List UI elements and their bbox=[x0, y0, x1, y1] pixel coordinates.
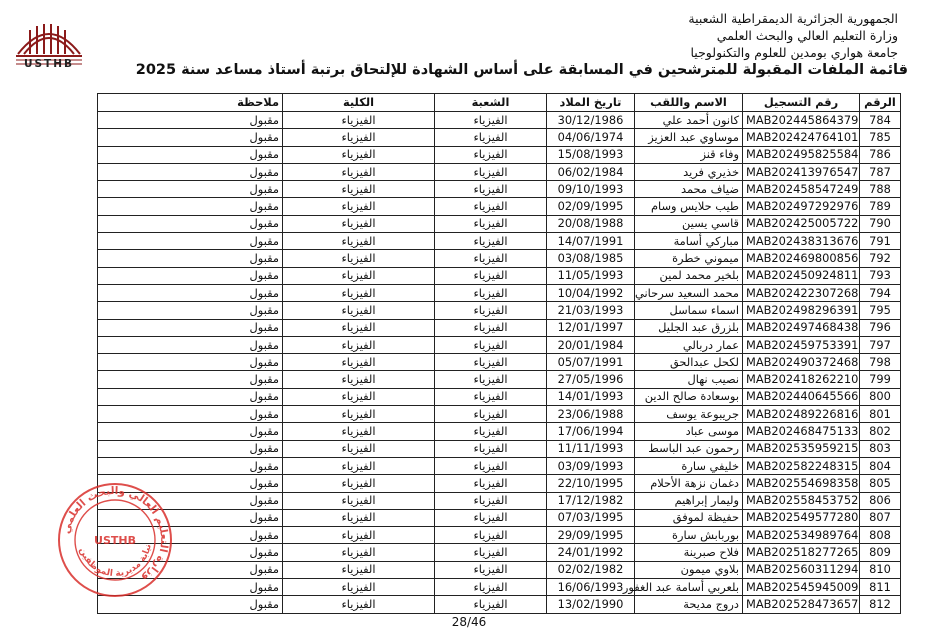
cell-reg: MAB202440645566 bbox=[743, 388, 860, 405]
cell-date: 20/01/1984 bbox=[547, 336, 635, 353]
cell-branch: الفيزياء bbox=[435, 388, 547, 405]
cell-name: دغمان نزهة الأحلام bbox=[635, 475, 743, 492]
cell-date: 02/09/1995 bbox=[547, 198, 635, 215]
cell-remark: مقبول bbox=[98, 457, 283, 474]
cell-date: 22/10/1995 bbox=[547, 475, 635, 492]
cell-branch: الفيزياء bbox=[435, 527, 547, 544]
cell-num: 786 bbox=[860, 146, 901, 163]
cell-branch: الفيزياء bbox=[435, 475, 547, 492]
cell-name: بلاوي ميمون bbox=[635, 561, 743, 578]
cell-branch: الفيزياء bbox=[435, 423, 547, 440]
cell-num: 810 bbox=[860, 561, 901, 578]
cell-num: 784 bbox=[860, 112, 901, 129]
cell-branch: الفيزياء bbox=[435, 371, 547, 388]
table-row bbox=[98, 475, 901, 492]
cell-faculty: الفيزياء bbox=[283, 284, 435, 301]
cell-faculty: الفيزياء bbox=[283, 181, 435, 198]
cell-reg: MAB202489226816 bbox=[743, 406, 860, 423]
cell-reg: MAB202418262210 bbox=[743, 371, 860, 388]
cell-name: بلخير محمد لمين bbox=[635, 267, 743, 284]
col-header-remark: ملاحظة bbox=[98, 94, 283, 112]
cell-branch: الفيزياء bbox=[435, 509, 547, 526]
cell-num: 812 bbox=[860, 596, 901, 613]
cell-date: 21/03/1993 bbox=[547, 302, 635, 319]
cell-date: 14/01/1993 bbox=[547, 388, 635, 405]
cell-remark: مقبول bbox=[98, 129, 283, 146]
cell-faculty: الفيزياء bbox=[283, 509, 435, 526]
cell-branch: الفيزياء bbox=[435, 354, 547, 371]
cell-branch: الفيزياء bbox=[435, 163, 547, 180]
cell-num: 788 bbox=[860, 181, 901, 198]
university-seal-icon bbox=[55, 480, 175, 600]
cell-branch: الفيزياء bbox=[435, 129, 547, 146]
table-row bbox=[98, 319, 901, 336]
cell-reg: MAB202438313676 bbox=[743, 233, 860, 250]
cell-reg: MAB202558453752 bbox=[743, 492, 860, 509]
cell-name: بوربابش سارة bbox=[635, 527, 743, 544]
table-row bbox=[98, 267, 901, 284]
cell-num: 790 bbox=[860, 215, 901, 232]
cell-remark: مقبول bbox=[98, 561, 283, 578]
cell-branch: الفيزياء bbox=[435, 181, 547, 198]
cell-faculty: الفيزياء bbox=[283, 354, 435, 371]
cell-branch: الفيزياء bbox=[435, 198, 547, 215]
cell-name: حفيظة لموفق bbox=[635, 509, 743, 526]
cell-num: 800 bbox=[860, 388, 901, 405]
cell-remark: مقبول bbox=[98, 198, 283, 215]
table-row bbox=[98, 561, 901, 578]
cell-reg: MAB202518277265 bbox=[743, 544, 860, 561]
table-row bbox=[98, 215, 901, 232]
cell-num: 807 bbox=[860, 509, 901, 526]
cell-date: 07/03/1995 bbox=[547, 509, 635, 526]
cell-name: موسى عباد bbox=[635, 423, 743, 440]
cell-branch: الفيزياء bbox=[435, 561, 547, 578]
table-row bbox=[98, 146, 901, 163]
cell-branch: الفيزياء bbox=[435, 302, 547, 319]
table-row bbox=[98, 284, 901, 301]
cell-branch: الفيزياء bbox=[435, 250, 547, 267]
cell-faculty: الفيزياء bbox=[283, 457, 435, 474]
cell-date: 04/06/1974 bbox=[547, 129, 635, 146]
cell-faculty: الفيزياء bbox=[283, 388, 435, 405]
cell-num: 795 bbox=[860, 302, 901, 319]
cell-faculty: الفيزياء bbox=[283, 406, 435, 423]
cell-remark: مقبول bbox=[98, 579, 283, 596]
cell-date: 11/05/1993 bbox=[547, 267, 635, 284]
cell-num: 804 bbox=[860, 457, 901, 474]
cell-date: 17/12/1982 bbox=[547, 492, 635, 509]
cell-remark: مقبول bbox=[98, 406, 283, 423]
cell-num: 785 bbox=[860, 129, 901, 146]
cell-name: قاسي يسين bbox=[635, 215, 743, 232]
cell-faculty: الفيزياء bbox=[283, 319, 435, 336]
cell-name: خذيري فريد bbox=[635, 163, 743, 180]
cell-branch: الفيزياء bbox=[435, 406, 547, 423]
cell-date: 13/02/1990 bbox=[547, 596, 635, 613]
cell-name: وفاء قنز bbox=[635, 146, 743, 163]
cell-reg: MAB202535959215 bbox=[743, 440, 860, 457]
table-row bbox=[98, 596, 901, 613]
cell-reg: MAB202497468438 bbox=[743, 319, 860, 336]
cell-reg: MAB202549577280 bbox=[743, 509, 860, 526]
cell-name: موساوي عبد العزيز bbox=[635, 129, 743, 146]
cell-branch: الفيزياء bbox=[435, 267, 547, 284]
cell-date: 02/02/1982 bbox=[547, 561, 635, 578]
cell-remark: مقبول bbox=[98, 527, 283, 544]
cell-reg: MAB202424764101 bbox=[743, 129, 860, 146]
table-row bbox=[98, 129, 901, 146]
table-header-row bbox=[98, 94, 901, 112]
cell-num: 797 bbox=[860, 336, 901, 353]
cell-remark: مقبول bbox=[98, 319, 283, 336]
cell-remark: مقبول bbox=[98, 284, 283, 301]
cell-remark: مقبول bbox=[98, 146, 283, 163]
cell-faculty: الفيزياء bbox=[283, 163, 435, 180]
cell-num: 791 bbox=[860, 233, 901, 250]
cell-num: 808 bbox=[860, 527, 901, 544]
table-row bbox=[98, 457, 901, 474]
cell-branch: الفيزياء bbox=[435, 440, 547, 457]
cell-date: 15/08/1993 bbox=[547, 146, 635, 163]
cell-remark: مقبول bbox=[98, 509, 283, 526]
cell-faculty: الفيزياء bbox=[283, 475, 435, 492]
cell-num: 798 bbox=[860, 354, 901, 371]
seal-center-text: USTHB bbox=[94, 534, 136, 547]
cell-remark: مقبول bbox=[98, 596, 283, 613]
cell-reg: MAB202528473657 bbox=[743, 596, 860, 613]
cell-remark: مقبول bbox=[98, 112, 283, 129]
cell-name: محمد السعيد سرحاني bbox=[635, 284, 743, 301]
cell-num: 805 bbox=[860, 475, 901, 492]
cell-reg: MAB202554698358 bbox=[743, 475, 860, 492]
table-row bbox=[98, 492, 901, 509]
cell-name: ضياف محمد bbox=[635, 181, 743, 198]
cell-num: 796 bbox=[860, 319, 901, 336]
cell-reg: MAB202498296391 bbox=[743, 302, 860, 319]
cell-date: 11/11/1993 bbox=[547, 440, 635, 457]
table-row bbox=[98, 579, 901, 596]
cell-remark: مقبول bbox=[98, 267, 283, 284]
table-row bbox=[98, 388, 901, 405]
cell-date: 14/07/1991 bbox=[547, 233, 635, 250]
cell-reg: MAB202534989764 bbox=[743, 527, 860, 544]
cell-name: اسماء سماسل bbox=[635, 302, 743, 319]
cell-faculty: الفيزياء bbox=[283, 561, 435, 578]
cell-branch: الفيزياء bbox=[435, 579, 547, 596]
table-row bbox=[98, 233, 901, 250]
cell-date: 23/06/1988 bbox=[547, 406, 635, 423]
table-row bbox=[98, 336, 901, 353]
cell-faculty: الفيزياء bbox=[283, 250, 435, 267]
cell-reg: MAB202459753391 bbox=[743, 336, 860, 353]
cell-date: 03/09/1993 bbox=[547, 457, 635, 474]
table-row bbox=[98, 423, 901, 440]
cell-name: لكحل عبدالحق bbox=[635, 354, 743, 371]
cell-reg: MAB202469800856 bbox=[743, 250, 860, 267]
cell-branch: الفيزياء bbox=[435, 457, 547, 474]
cell-remark: مقبول bbox=[98, 215, 283, 232]
table-row bbox=[98, 250, 901, 267]
cell-date: 16/06/1993 bbox=[547, 579, 635, 596]
cell-faculty: الفيزياء bbox=[283, 233, 435, 250]
cell-name: وليمار إبراهيم bbox=[635, 492, 743, 509]
cell-num: 803 bbox=[860, 440, 901, 457]
cell-remark: مقبول bbox=[98, 181, 283, 198]
cell-reg: MAB202458547249 bbox=[743, 181, 860, 198]
cell-branch: الفيزياء bbox=[435, 596, 547, 613]
col-header-date: تاريخ الملاد bbox=[547, 94, 635, 112]
cell-remark: مقبول bbox=[98, 492, 283, 509]
header-university: جامعة هواري بومدين للعلوم والتكنولوجيا bbox=[690, 45, 898, 60]
seal-outer-text: وزارة التعليم العالي والبحث العلمي bbox=[60, 484, 171, 585]
cell-remark: مقبول bbox=[98, 354, 283, 371]
cell-date: 24/01/1992 bbox=[547, 544, 635, 561]
cell-num: 789 bbox=[860, 198, 901, 215]
table-row bbox=[98, 354, 901, 371]
cell-reg: MAB202545945009 bbox=[743, 579, 860, 596]
cell-faculty: الفيزياء bbox=[283, 198, 435, 215]
cell-date: 27/05/1996 bbox=[547, 371, 635, 388]
header-republic: الجمهورية الجزائرية الديمقراطية الشعبية bbox=[688, 11, 898, 26]
col-header-reg: رقم التسجيل bbox=[743, 94, 860, 112]
candidates-table bbox=[97, 93, 901, 614]
logo-text: USTHB bbox=[23, 58, 75, 70]
table-row bbox=[98, 181, 901, 198]
cell-num: 809 bbox=[860, 544, 901, 561]
cell-date: 12/01/1997 bbox=[547, 319, 635, 336]
cell-remark: مقبول bbox=[98, 423, 283, 440]
cell-reg: MAB202468475133 bbox=[743, 423, 860, 440]
cell-faculty: الفيزياء bbox=[283, 440, 435, 457]
cell-faculty: الفيزياء bbox=[283, 336, 435, 353]
cell-date: 03/08/1985 bbox=[547, 250, 635, 267]
table-row bbox=[98, 163, 901, 180]
cell-name: نصيب نهال bbox=[635, 371, 743, 388]
table-row bbox=[98, 406, 901, 423]
header-ministry: وزارة التعليم العالي والبحث العلمي bbox=[716, 28, 898, 43]
cell-reg: MAB202450924811 bbox=[743, 267, 860, 284]
cell-date: 29/09/1995 bbox=[547, 527, 635, 544]
cell-name: بلعربي أسامة عبد الغفور bbox=[635, 579, 743, 596]
table-row bbox=[98, 371, 901, 388]
cell-reg: MAB202582248315 bbox=[743, 457, 860, 474]
col-header-branch: الشعبة bbox=[435, 94, 547, 112]
cell-reg: MAB202497292976 bbox=[743, 198, 860, 215]
cell-faculty: الفيزياء bbox=[283, 112, 435, 129]
table-row bbox=[98, 112, 901, 129]
cell-date: 05/07/1991 bbox=[547, 354, 635, 371]
cell-name: بوسعادة صالح الدين bbox=[635, 388, 743, 405]
cell-reg: MAB202495825584 bbox=[743, 146, 860, 163]
cell-reg: MAB202560311294 bbox=[743, 561, 860, 578]
cell-remark: مقبول bbox=[98, 371, 283, 388]
table-row bbox=[98, 527, 901, 544]
table-body bbox=[98, 112, 901, 614]
seal-inner-text: نيابة مديرية الموظفين bbox=[77, 543, 154, 580]
cell-name: جريبوعة يوسف bbox=[635, 406, 743, 423]
table-row bbox=[98, 302, 901, 319]
cell-faculty: الفيزياء bbox=[283, 492, 435, 509]
cell-num: 801 bbox=[860, 406, 901, 423]
cell-name: رحمون عبد الباسط bbox=[635, 440, 743, 457]
cell-name: فلاح صبرينة bbox=[635, 544, 743, 561]
cell-date: 10/04/1992 bbox=[547, 284, 635, 301]
cell-faculty: الفيزياء bbox=[283, 215, 435, 232]
cell-date: 30/12/1986 bbox=[547, 112, 635, 129]
page-number: 28/46 bbox=[451, 615, 487, 629]
cell-num: 792 bbox=[860, 250, 901, 267]
cell-num: 793 bbox=[860, 267, 901, 284]
cell-branch: الفيزياء bbox=[435, 492, 547, 509]
cell-num: 794 bbox=[860, 284, 901, 301]
cell-faculty: الفيزياء bbox=[283, 596, 435, 613]
cell-branch: الفيزياء bbox=[435, 284, 547, 301]
cell-remark: مقبول bbox=[98, 163, 283, 180]
cell-remark: مقبول bbox=[98, 233, 283, 250]
cell-remark: مقبول bbox=[98, 475, 283, 492]
cell-branch: الفيزياء bbox=[435, 112, 547, 129]
cell-reg: MAB202445864379 bbox=[743, 112, 860, 129]
cell-num: 802 bbox=[860, 423, 901, 440]
col-header-name: الاسم واللقب bbox=[635, 94, 743, 112]
cell-name: طيب حلايس وسام bbox=[635, 198, 743, 215]
cell-name: خليفي سارة bbox=[635, 457, 743, 474]
cell-reg: MAB202490372468 bbox=[743, 354, 860, 371]
cell-reg: MAB202425005722 bbox=[743, 215, 860, 232]
cell-num: 811 bbox=[860, 579, 901, 596]
cell-faculty: الفيزياء bbox=[283, 129, 435, 146]
table-row bbox=[98, 198, 901, 215]
cell-faculty: الفيزياء bbox=[283, 527, 435, 544]
cell-branch: الفيزياء bbox=[435, 319, 547, 336]
document-title: قائمة الملفات المقبولة للمترشحين في المسابقة على أساس الشهادة للإلتحاق برتبة أستاذ مساعد سنة 2025 bbox=[135, 62, 908, 78]
cell-faculty: الفيزياء bbox=[283, 371, 435, 388]
cell-date: 09/10/1993 bbox=[547, 181, 635, 198]
cell-faculty: الفيزياء bbox=[283, 579, 435, 596]
table-row bbox=[98, 544, 901, 561]
cell-reg: MAB202422307268 bbox=[743, 284, 860, 301]
cell-faculty: الفيزياء bbox=[283, 267, 435, 284]
cell-remark: مقبول bbox=[98, 440, 283, 457]
cell-remark: مقبول bbox=[98, 302, 283, 319]
cell-name: بلزرق عبد الجليل bbox=[635, 319, 743, 336]
cell-name: ميموني خطرة bbox=[635, 250, 743, 267]
cell-name: كانون أحمد علي bbox=[635, 112, 743, 129]
cell-name: دروج مديحة bbox=[635, 596, 743, 613]
table-row bbox=[98, 509, 901, 526]
cell-faculty: الفيزياء bbox=[283, 423, 435, 440]
col-header-faculty: الكلية bbox=[283, 94, 435, 112]
cell-branch: الفيزياء bbox=[435, 233, 547, 250]
cell-num: 787 bbox=[860, 163, 901, 180]
cell-date: 20/08/1988 bbox=[547, 215, 635, 232]
document-header bbox=[338, 10, 898, 61]
cell-faculty: الفيزياء bbox=[283, 146, 435, 163]
cell-branch: الفيزياء bbox=[435, 544, 547, 561]
cell-faculty: الفيزياء bbox=[283, 544, 435, 561]
cell-name: مباركي أسامة bbox=[635, 233, 743, 250]
cell-faculty: الفيزياء bbox=[283, 302, 435, 319]
cell-name: عمار دربالي bbox=[635, 336, 743, 353]
cell-branch: الفيزياء bbox=[435, 146, 547, 163]
cell-num: 799 bbox=[860, 371, 901, 388]
table-row bbox=[98, 440, 901, 457]
cell-date: 17/06/1994 bbox=[547, 423, 635, 440]
cell-remark: مقبول bbox=[98, 544, 283, 561]
cell-branch: الفيزياء bbox=[435, 215, 547, 232]
cell-date: 06/02/1984 bbox=[547, 163, 635, 180]
cell-remark: مقبول bbox=[98, 336, 283, 353]
col-header-num: الرقم bbox=[860, 94, 901, 112]
cell-remark: مقبول bbox=[98, 388, 283, 405]
cell-num: 806 bbox=[860, 492, 901, 509]
cell-branch: الفيزياء bbox=[435, 336, 547, 353]
cell-reg: MAB202413976547 bbox=[743, 163, 860, 180]
cell-remark: مقبول bbox=[98, 250, 283, 267]
